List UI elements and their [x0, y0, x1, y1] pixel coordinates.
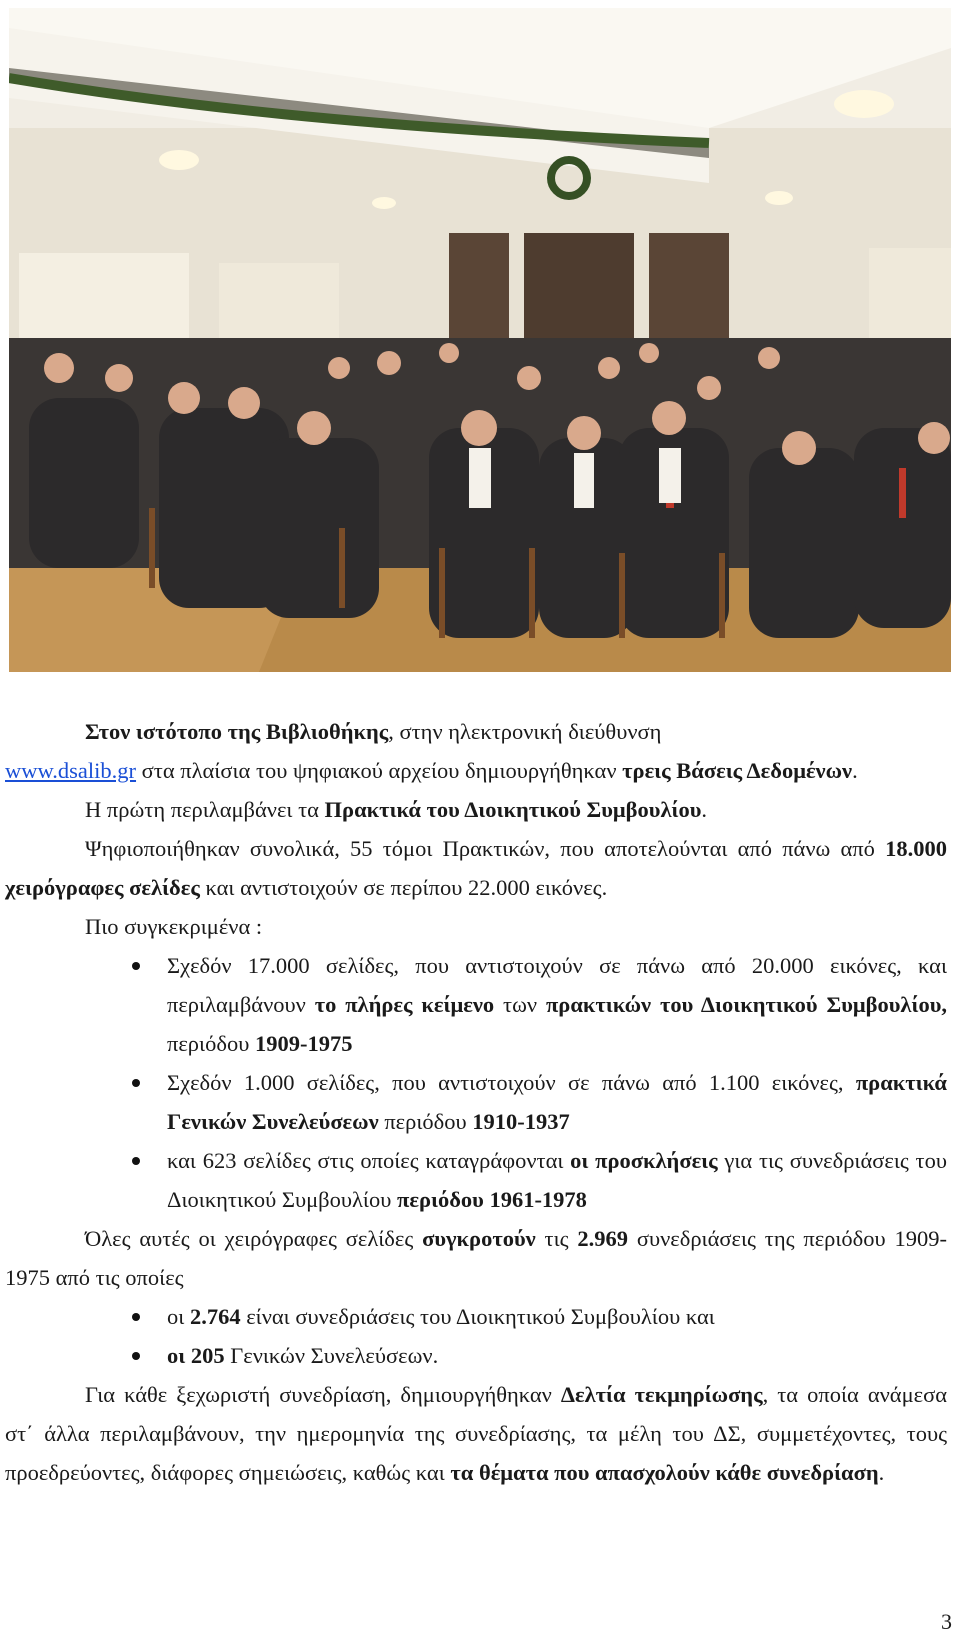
paragraph-intro — [5, 712, 947, 790]
bold-phrase: 1909-1975 — [254, 1031, 353, 1056]
bold-phrase: πρακτικά Γενικών Συνελεύσεων — [167, 1070, 947, 1134]
text-run: , στην ηλεκτρονική διεύθυνση — [388, 719, 662, 744]
text-run: στα πλαίσια του ψηφιακού αρχείου δημιουργήθηκαν — [136, 758, 623, 783]
bold-phrase: 1910-1937 — [472, 1109, 570, 1134]
text-run: τις — [535, 1226, 578, 1251]
text-run: οι — [167, 1304, 190, 1329]
list-item — [5, 946, 947, 1063]
bold-phrase: 18.000 χειρόγραφες σελίδες — [5, 836, 947, 900]
text-run: Γενικών Συνελεύσεων. — [224, 1343, 439, 1368]
bold-phrase: το πλήρες κείμενο — [314, 992, 495, 1017]
text-run: . — [701, 797, 708, 822]
text-run: Πιο συγκεκριμένα : — [85, 914, 263, 939]
list-item — [5, 1336, 947, 1375]
text-run: είναι συνεδριάσεις του Διοικητικού Συμβουλίου και — [240, 1304, 715, 1329]
audience-photo — [9, 8, 951, 672]
paragraph-specifically — [5, 907, 947, 946]
text-run: Η πρώτη περιλαμβάνει τα — [85, 797, 325, 822]
bold-phrase: οι 205 — [167, 1343, 225, 1368]
bold-phrase: Δελτία τεκμηρίωσης — [560, 1382, 763, 1407]
text-run: . — [878, 1460, 885, 1485]
text-run: , τα οποία ανάμεσα στ΄ άλλα περιλαμβάνουν, την ημερομηνία της συνεδρίασης, τα μέλη του ΔΣ, συμμετέχοντες, τους προεδρεύοντες, διάφορες σημειώσεις, καθώς και — [5, 1382, 947, 1485]
bold-phrase: οι προσκλήσεις — [570, 1148, 718, 1173]
text-run: Σχεδόν 17.000 σελίδες, που αντιστοιχούν σε πάνω από 20.000 εικόνες, και περιλαμβάνουν — [167, 953, 947, 1017]
bold-phrase: τρεις Βάσεις Δεδομένων — [622, 758, 853, 783]
paragraph-first-database — [5, 790, 947, 829]
list-item — [5, 1063, 947, 1141]
bold-phrase: συγκροτούν — [422, 1226, 536, 1251]
text-run: Για κάθε ξεχωριστή συνεδρίαση, δημιουργήθηκαν — [85, 1382, 561, 1407]
list-item — [5, 1141, 947, 1219]
bold-phrase: Στον ιστότοπο της Βιβλιοθήκης — [85, 719, 389, 744]
text-run: Όλες αυτές οι χειρόγραφες σελίδες — [85, 1226, 423, 1251]
bold-phrase: τα θέματα που απασχολούν κάθε συνεδρίαση — [450, 1460, 879, 1485]
text-run: . — [852, 758, 858, 783]
text-run: και αντιστοιχούν σε περίπου 22.000 εικόνες. — [199, 875, 608, 900]
bold-phrase: πρακτικών του Διοικητικού Συμβουλίου, — [545, 992, 947, 1017]
website-link[interactable]: www.dsalib.gr — [5, 758, 137, 783]
list-item — [5, 1297, 947, 1336]
bold-phrase: περιόδου 1961-1978 — [397, 1187, 587, 1212]
details-list — [5, 946, 947, 1219]
text-run: Σχεδόν 1.000 σελίδες, που αντιστοιχούν σε πάνω από 1.100 εικόνες, — [167, 1070, 856, 1095]
paragraph-documentation — [5, 1375, 947, 1492]
text-run: περιόδου — [378, 1109, 473, 1134]
body-text — [5, 712, 947, 1492]
page-number: 3 — [941, 1609, 952, 1634]
paragraph-digitized — [5, 829, 947, 907]
bold-phrase: 2.969 — [577, 1226, 628, 1251]
paragraph-sessions — [5, 1219, 947, 1297]
text-run: και 623 σελίδες στις οποίες καταγράφονται — [167, 1148, 571, 1173]
text-run: Ψηφιοποιήθηκαν συνολικά, 55 τόμοι Πρακτικών, που αποτελούνται από πάνω από — [85, 836, 886, 861]
bold-phrase: Πρακτικά του Διοικητικού Συμβουλίου — [324, 797, 702, 822]
text-run: συνεδριάσεις της περιόδου 1909-1975 από τις οποίες — [5, 1226, 947, 1290]
text-run: περιόδου — [167, 1031, 255, 1056]
text-run: για τις συνεδριάσεις του Διοικητικού Συμβουλίου — [167, 1148, 947, 1212]
sessions-list — [5, 1297, 947, 1375]
bold-phrase: 2.764 — [189, 1304, 241, 1329]
text-run: των — [494, 992, 546, 1017]
